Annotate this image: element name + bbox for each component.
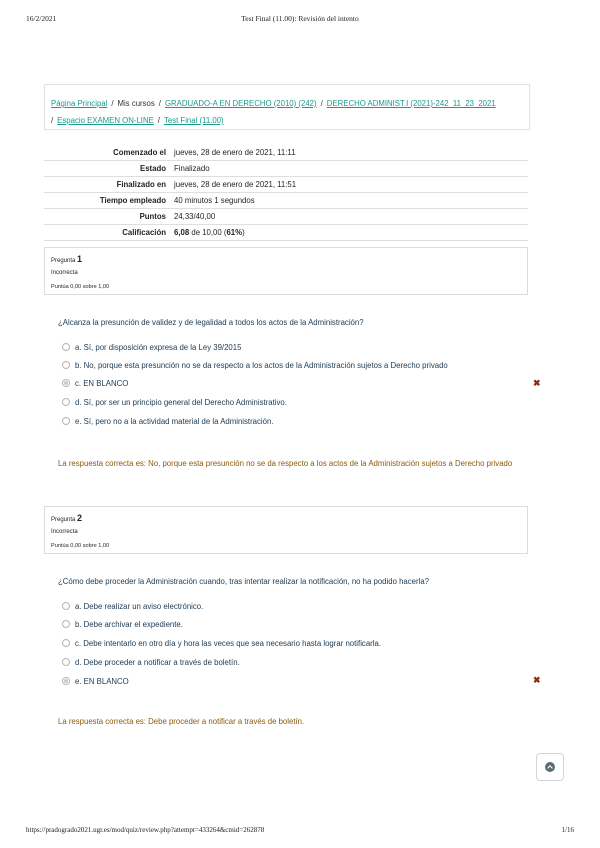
print-date: 16/2/2021 — [26, 14, 57, 23]
summary-row — [44, 177, 528, 193]
grade-middle: de 10,00 ( — [189, 228, 227, 237]
radio-icon[interactable] — [62, 343, 70, 351]
summary-value: 24,33/40,00 — [174, 212, 216, 221]
breadcrumb-separator: / — [111, 99, 114, 108]
breadcrumb-separator: / — [158, 99, 161, 108]
correct-answer-feedback: La respuesta correcta es: No, porque esta presunción no se da respecto a los actos de la Administración sujetos a Derecho privado — [58, 459, 513, 468]
answer-option-label: c. EN BLANCO — [75, 379, 129, 388]
summary-value: jueves, 28 de enero de 2021, 11:11 — [174, 148, 296, 157]
answer-option-label: e. EN BLANCO — [75, 677, 129, 686]
answer-option[interactable] — [62, 619, 183, 631]
breadcrumb-quiz-link[interactable]: Test Final (11.00) — [163, 116, 224, 125]
attempt-summary-table — [44, 145, 528, 241]
question-state: Incorrecta — [51, 529, 78, 535]
grade-label: Calificación — [122, 228, 166, 237]
radio-icon[interactable] — [62, 658, 70, 666]
answer-option-label: d. Debe proceder a notificar a través de boletín. — [75, 658, 240, 667]
summary-value: jueves, 28 de enero de 2021, 11:51 — [174, 180, 297, 189]
breadcrumb-separator: / — [320, 99, 323, 108]
summary-label: Finalizado en — [116, 180, 166, 189]
radio-icon[interactable] — [62, 602, 70, 610]
answer-option-selected[interactable] — [62, 676, 129, 688]
arrow-up-circle-icon — [545, 762, 555, 772]
summary-row — [44, 193, 528, 209]
grade-end: ) — [242, 228, 245, 237]
question-number — [51, 254, 82, 264]
radio-icon[interactable] — [62, 639, 70, 647]
breadcrumb-home-link[interactable]: Página Principal — [51, 99, 108, 108]
answer-option-label: b. Debe archivar el expediente. — [75, 620, 183, 629]
print-page-count: 1/16 — [561, 826, 574, 834]
summary-value: 40 minutos 1 segundos — [174, 196, 255, 205]
question-info-1 — [44, 247, 528, 295]
grade-score: 6,08 — [174, 228, 190, 237]
answer-option[interactable] — [62, 657, 240, 669]
summary-label: Estado — [140, 164, 166, 173]
question-number — [51, 513, 82, 523]
breadcrumb-course-link[interactable]: GRADUADO-A EN DERECHO (2010) (242) — [164, 99, 317, 108]
answer-option-selected[interactable] — [62, 378, 128, 390]
summary-row — [44, 161, 528, 177]
print-footer — [26, 826, 574, 838]
grade-value — [172, 225, 528, 241]
question-state: Incorrecta — [51, 270, 78, 276]
breadcrumb-separator: / — [157, 116, 160, 125]
summary-label: Tiempo empleado — [99, 196, 166, 205]
question-text: ¿Cómo debe proceder la Administración cuando, tras intentar realizar la notificación, no ha podido hacerla? — [58, 577, 429, 586]
radio-icon[interactable] — [62, 361, 70, 369]
breadcrumb — [51, 95, 523, 129]
breadcrumb-subject-link[interactable]: DERECHO ADMINIST.I (2021)-242_11_23_2021 — [326, 99, 496, 108]
answer-option-label: c. Debe intentarlo en otro día y hora las veces que sea necesario hasta lograr notificarla. — [75, 639, 381, 648]
summary-label: Puntos — [139, 212, 166, 221]
answer-option-label: d. Sí, por ser un principio general del Derecho Administrativo. — [75, 398, 287, 407]
answer-option-label: b. No, porque esta presunción no se da respecto a los actos de la Administración sujetos a Derecho privado — [75, 361, 448, 370]
question-prefix: Pregunta — [51, 258, 76, 264]
answer-option-label: e. Sí, pero no a la actividad material de la Administración. — [75, 417, 274, 426]
radio-icon[interactable] — [62, 398, 70, 406]
radio-icon[interactable] — [62, 417, 70, 425]
answer-option[interactable] — [62, 360, 448, 372]
question-number-value: 2 — [77, 513, 83, 523]
question-text: ¿Alcanza la presunción de validez y de legalidad a todos los actos de la Administración? — [58, 318, 364, 327]
incorrect-cross-icon: ✖ — [533, 378, 541, 388]
incorrect-cross-icon: ✖ — [533, 675, 541, 685]
summary-label: Comenzado el — [113, 148, 166, 157]
print-url: https://pradogrado2021.ugr.es/mod/quiz/review.php?attempt=433264&cmid=262878 — [26, 826, 265, 834]
breadcrumb-container — [44, 84, 530, 130]
radio-icon[interactable] — [62, 620, 70, 628]
print-title: Test Final (11.00): Revisión del intento — [241, 14, 359, 23]
summary-row-grade — [44, 225, 528, 241]
breadcrumb-my-courses: Mis cursos — [117, 99, 155, 108]
answer-option-label: a. Debe realizar un aviso electrónico. — [75, 602, 204, 611]
question-grade: Puntúa 0,00 sobre 1,00 — [51, 284, 110, 290]
question-grade: Puntúa 0,00 sobre 1,00 — [51, 543, 110, 549]
question-prefix: Pregunta — [51, 517, 76, 523]
scroll-to-top-button[interactable] — [536, 753, 564, 781]
question-number-value: 1 — [77, 254, 83, 264]
summary-row — [44, 209, 528, 225]
answer-option-label: a. Sí, por disposición expresa de la Ley 39/2015 — [75, 343, 242, 352]
question-info-2 — [44, 506, 528, 554]
correct-answer-feedback: La respuesta correcta es: Debe proceder a notificar a través de boletín. — [58, 717, 305, 726]
answer-option[interactable] — [62, 416, 274, 428]
summary-row — [44, 145, 528, 161]
answer-option[interactable] — [62, 601, 203, 613]
summary-value: Finalizado — [174, 164, 210, 173]
radio-checked-icon[interactable] — [62, 379, 70, 387]
answer-option[interactable] — [62, 638, 381, 650]
radio-checked-icon[interactable] — [62, 677, 70, 685]
answer-option[interactable] — [62, 397, 287, 409]
answer-option[interactable] — [62, 342, 241, 354]
breadcrumb-space-link[interactable]: Espacio EXAMEN ON-LINE — [57, 116, 154, 125]
print-header — [26, 14, 574, 26]
grade-percent: 61% — [226, 228, 243, 237]
breadcrumb-separator: / — [51, 116, 54, 125]
